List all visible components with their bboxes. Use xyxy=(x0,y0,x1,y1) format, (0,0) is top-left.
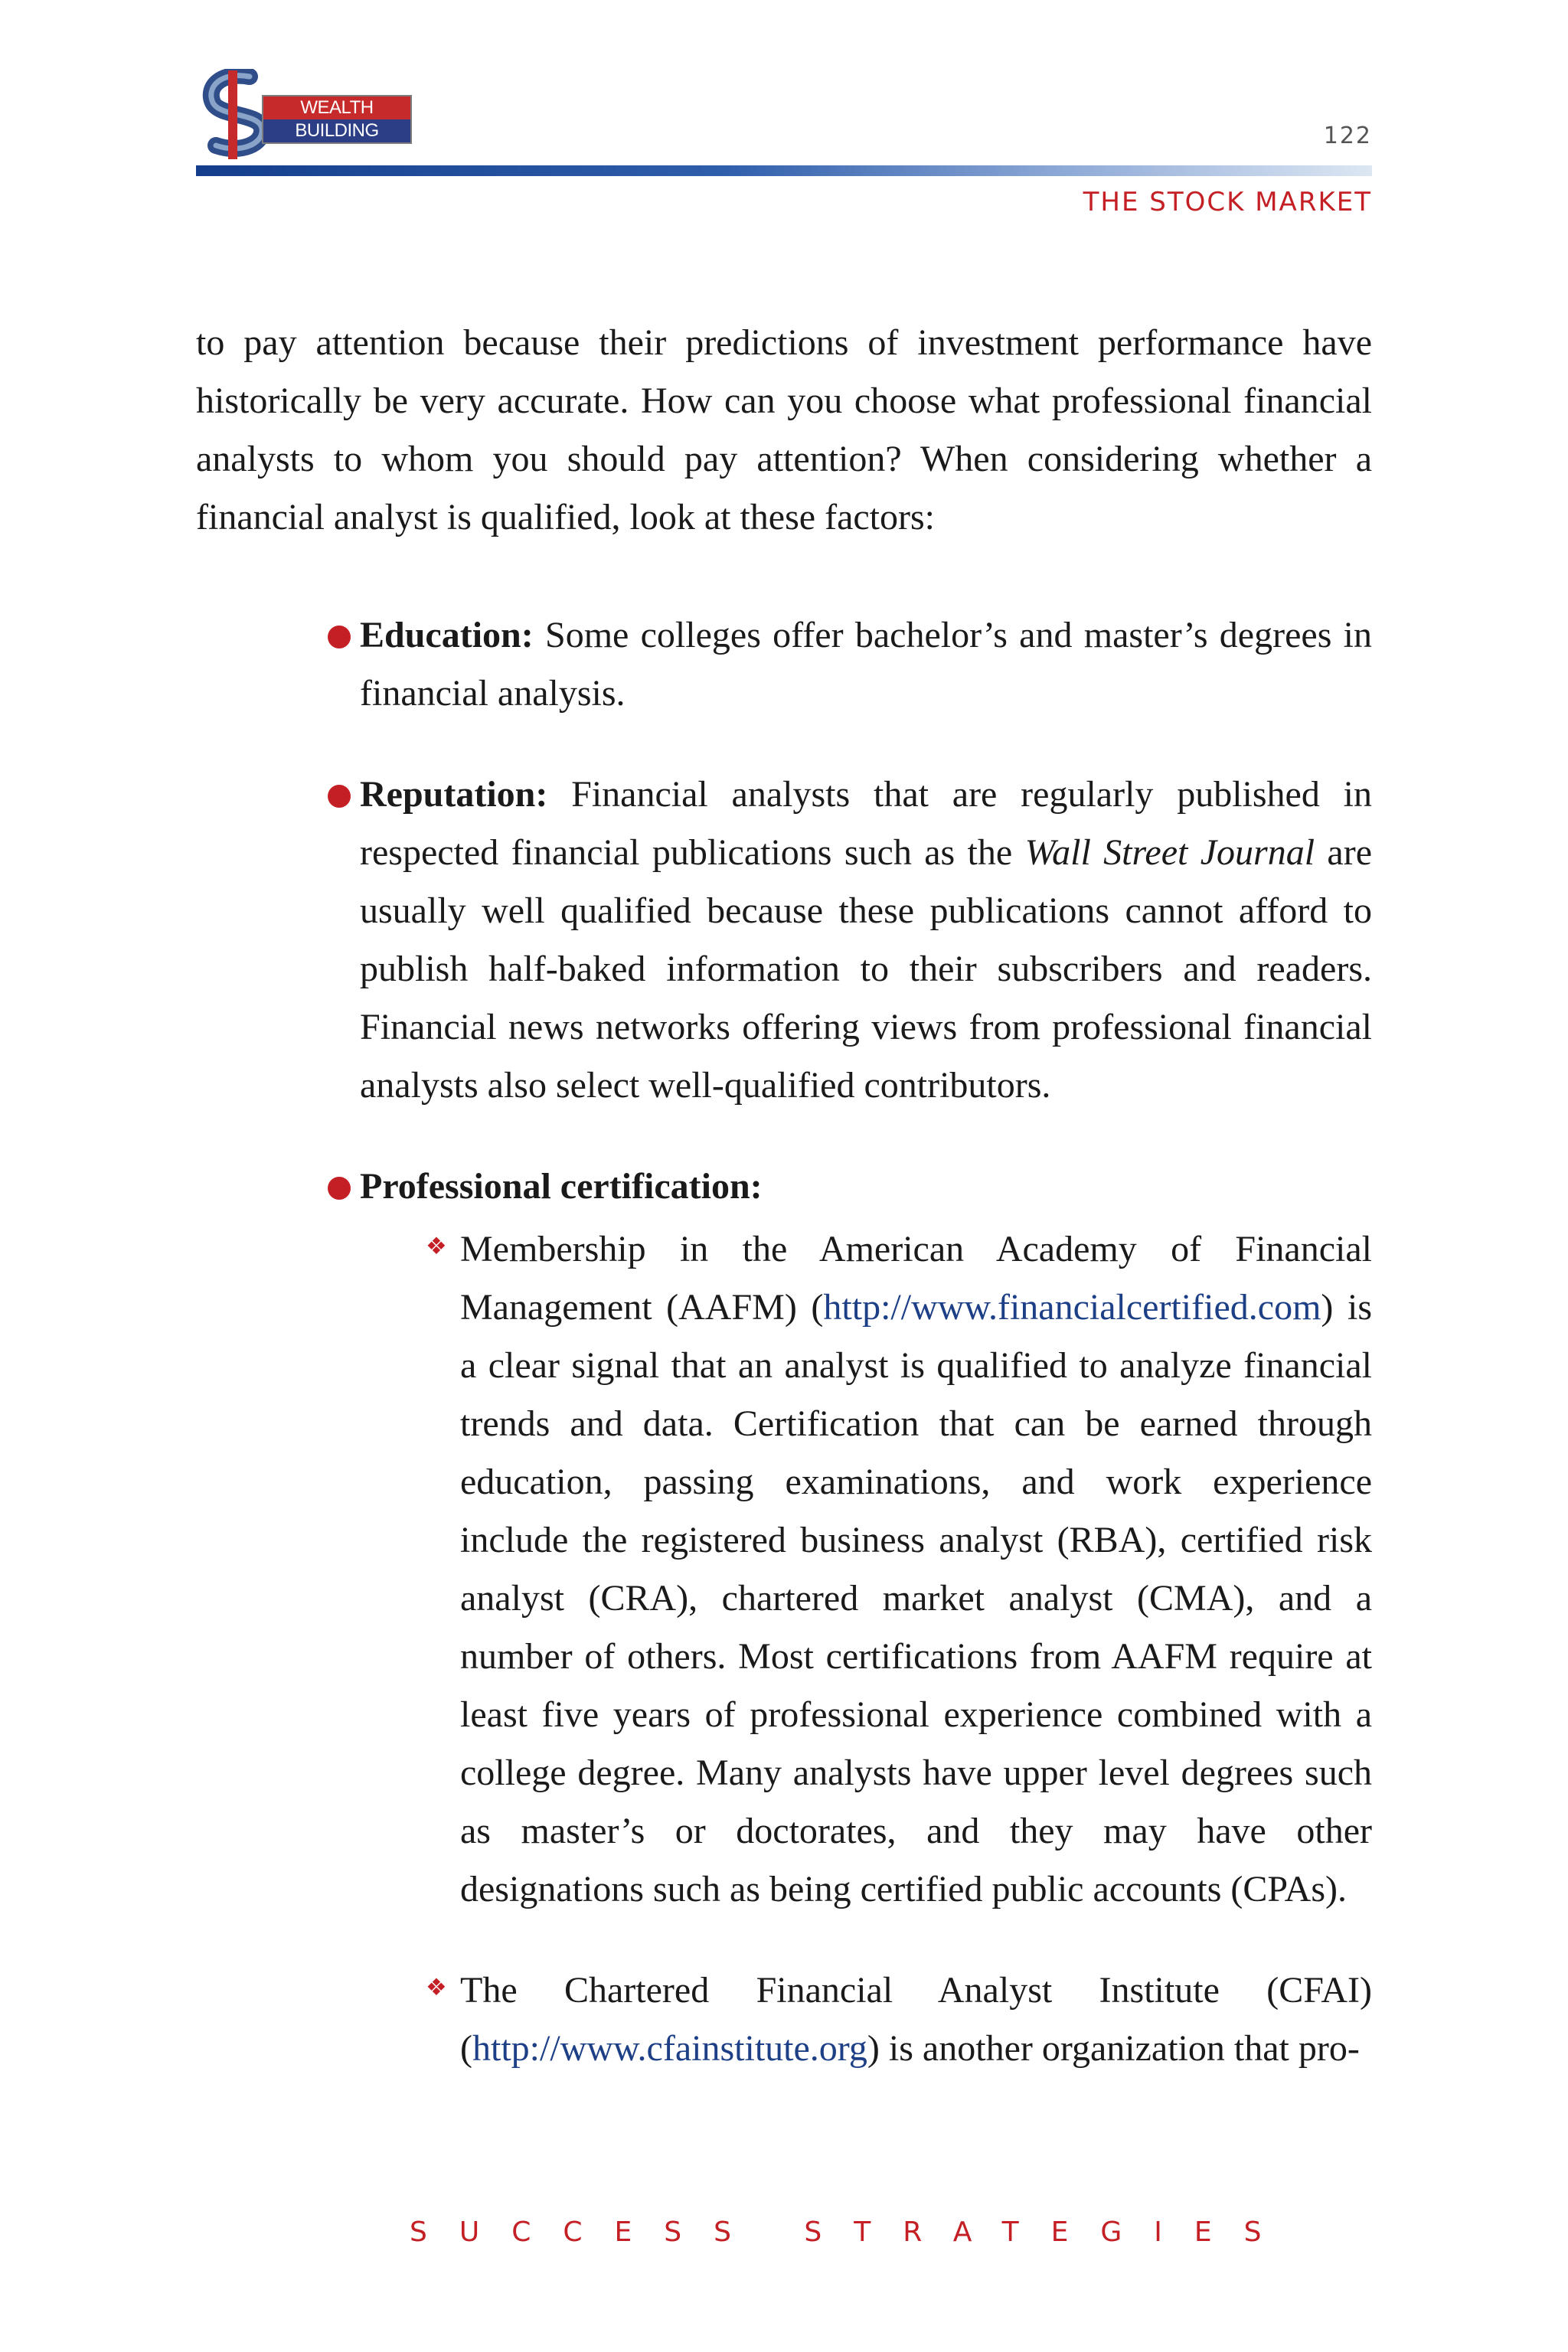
reputation-text-after: are usually well qualified because these publications cannot afford to publish half-baked information to their subscribers and readers. Financial news networks offering views from professional financial analysts also select well-qualified contributors. xyxy=(360,832,1373,1106)
footer-tagline: SUCCESS STRATEGIES xyxy=(410,2216,1294,2248)
aafm-link[interactable]: http://www.financialcertified.com xyxy=(823,1287,1321,1328)
header-rule xyxy=(196,165,1372,176)
professional-certification-bullet xyxy=(360,1158,1372,1216)
cfai-text-after: ) is another organization that pro- xyxy=(867,2028,1360,2069)
wealth-building-strategies-logo xyxy=(196,69,418,164)
diamond-icon: ❖ xyxy=(426,1974,447,2001)
page-number: 122 xyxy=(1323,122,1372,149)
intro-paragraph: to pay attention because their predictions of investment performance have historically be very accurate. How can you choose what professional financial analysts to whom you should pay attention? When considering whether a financial analyst is qualified, look at these factors: xyxy=(196,322,1372,537)
reputation-bullet xyxy=(360,766,1372,1115)
wall-street-journal-title: Wall Street Journal xyxy=(1024,832,1315,873)
education-label: Education: xyxy=(360,615,534,655)
red-dot-icon xyxy=(328,1177,351,1200)
section-title: THE STOCK MARKET xyxy=(1083,187,1372,217)
cfai-link[interactable]: http://www.cfainstitute.org xyxy=(472,2028,867,2069)
reputation-label: Reputation: xyxy=(360,774,548,815)
aafm-text-after: ) is a clear signal that an analyst is qualified to analyze financial trends and data. Certification that can be earned through education, passing examinations, and work experience include the registered business analyst (RBA), certified risk analyst (CRA), chartered market analyst (CMA), and a number of others. Most certifications from AAFM require at least five years of professional experience combined with a college degree. Many analysts have upper level degrees such as master’s or doctorates, and they may have other designations such as being certified public accounts (CPAs). xyxy=(460,1287,1372,1909)
logo-line-2: STRATEGIES xyxy=(281,143,393,164)
diamond-icon: ❖ xyxy=(426,1233,447,1259)
cfai-text-before: The Chartered Financial Analyst Institute (CFAI) ( xyxy=(460,1970,1372,2069)
cfai-sub-item xyxy=(426,1962,1372,2078)
aafm-sub-item xyxy=(426,1220,1372,1919)
education-bullet xyxy=(360,606,1372,723)
education-text: Some colleges offer bachelor’s and master’s degrees in financial analysis. xyxy=(360,615,1372,714)
red-dot-icon xyxy=(328,626,351,648)
logo-line-1: WEALTH BUILDING xyxy=(295,97,379,141)
page-body xyxy=(196,314,1372,2121)
logo-wordmark xyxy=(262,95,412,164)
aafm-text-before: Membership in the American Academy of Financial Management (AAFM) ( xyxy=(460,1229,1372,1328)
reputation-text-before: Financial analysts that are regularly published in respected financial publications such as the xyxy=(360,774,1372,873)
professional-certification-label: Professional certification: xyxy=(360,1166,763,1207)
red-dot-icon xyxy=(328,785,351,808)
